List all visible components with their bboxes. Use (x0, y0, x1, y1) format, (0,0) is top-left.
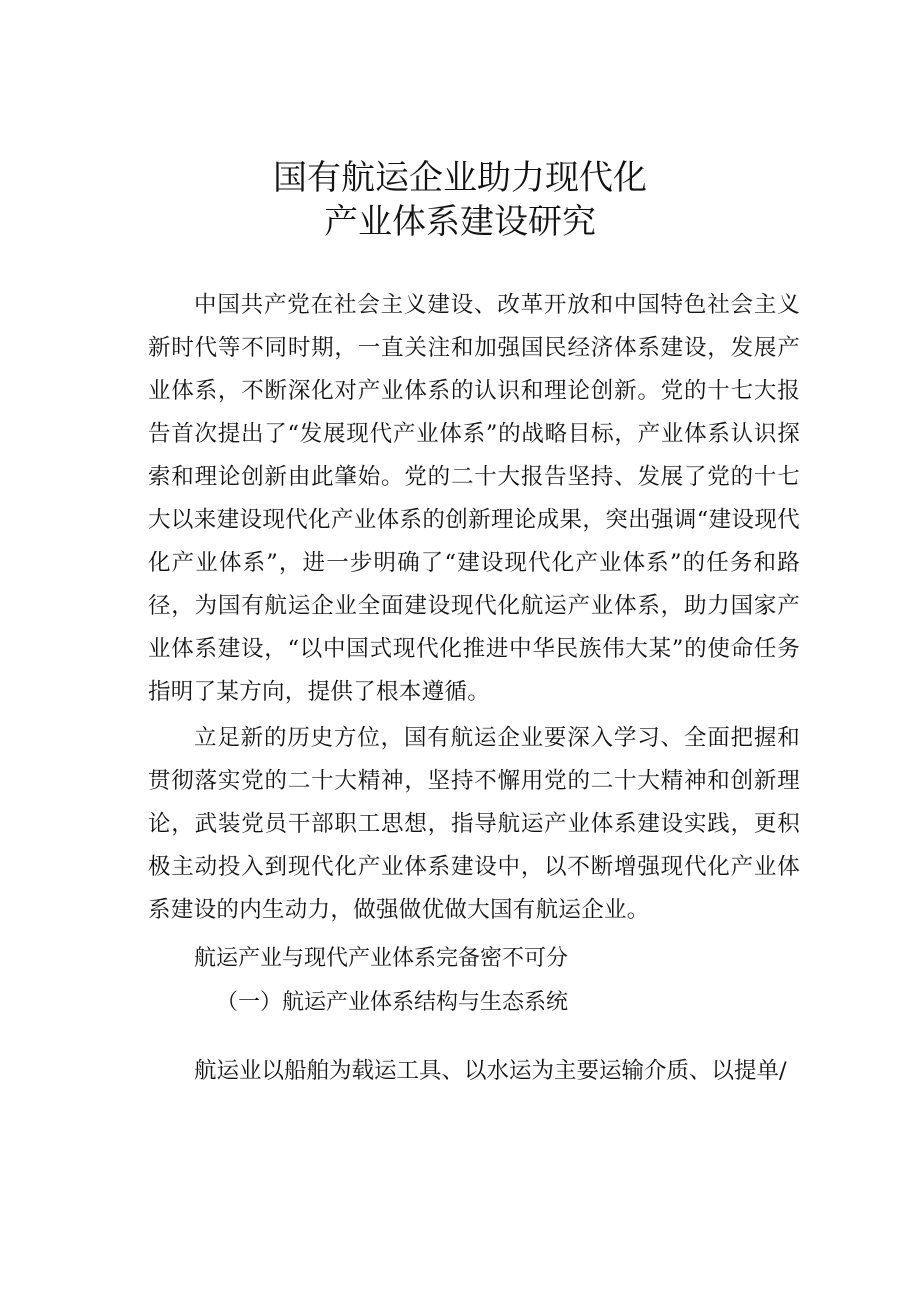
section-heading: 航运产业与现代产业体系完备密不可分 (194, 946, 569, 971)
body-paragraph-1: 中国共产党在社会主义建设、改革开放和中国特色社会主义新时代等不同时期，一直关注和加强国民经济体系建设，发展产业体系，不断深化对产业体系的认识和理论创新。党的十七大报告首次提出了“发展现代产业体系”的战略目标，产业体系认识探索和理论创新由此肇始。党的二十大报告坚持、发展了党的十七大以来建设现代化产业体系的创新理论成果，突出强调“建设现代化产业体系”，进一步明确了“建设现代化产业体系”的任务和路径，为国有航运企业全面建设现代化航运产业体系，助力国家产业体系建设，“以中国式现代化推进中华民族伟大某”的使命任务指明了某方向，提供了根本遵循。 (148, 292, 800, 705)
body-paragraph-3: 航运业以船舶为载运工具、以水运为主要运输介质、以提单/ (194, 1058, 787, 1084)
document-title-line-1: 国有航运企业助力现代化 (273, 158, 647, 198)
body-paragraph-2: 立足新的历史方位，国有航运企业要深入学习、全面把握和贯彻落实党的二十大精神，坚持不懈用党的二十大精神和创新理论，武装党员干部职工思想，指导航运产业体系建设实践，更积极主动投入到现代化产业体系建设中，以不断增强现代化产业体系建设的内生动力，做强做优做大国有航运企业。 (148, 725, 800, 923)
document-title-line-2: 产业体系建设研究 (324, 202, 596, 242)
subsection-heading: （一）航运产业体系结构与生态系统 (216, 990, 569, 1015)
